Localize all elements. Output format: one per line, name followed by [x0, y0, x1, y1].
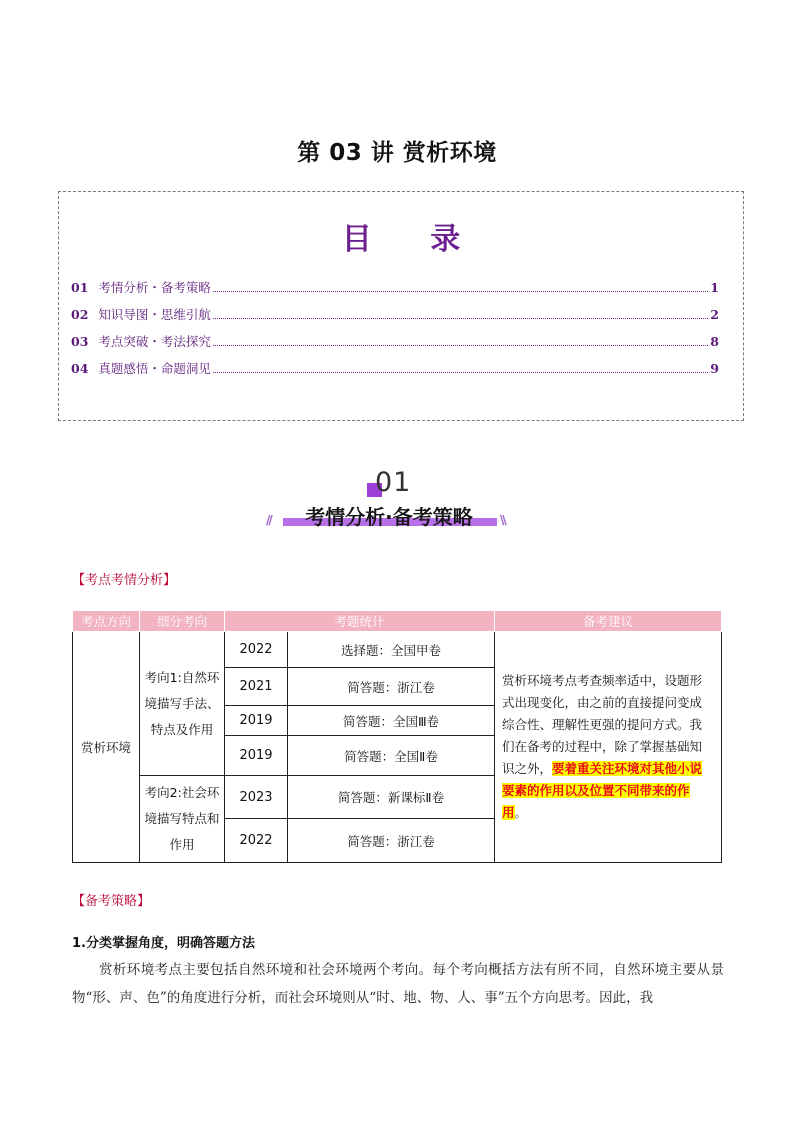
year-cell: 2019 [225, 706, 288, 736]
table-header-row [73, 611, 722, 632]
toc-leader-dots [213, 291, 708, 292]
toc-leader-dots [213, 372, 708, 373]
analysis-table-wrapper [72, 610, 721, 863]
toc-item-page: 2 [710, 307, 719, 322]
section-badge [0, 465, 794, 535]
advice-highlight: 要着重关注环境对其他小说要素的作用以及位置不同带来的作用 [502, 761, 703, 820]
toc-item-label: 知识导图・思维引航 [98, 307, 211, 322]
table-of-contents [58, 191, 744, 421]
toc-item-page: 8 [710, 334, 719, 349]
badge-slash-left: // [266, 513, 271, 527]
stat-cell: 简答题：全国Ⅲ卷 [288, 706, 495, 736]
col-header-topic: 考点方向 [73, 611, 140, 632]
col-header-stats: 考题统计 [225, 611, 495, 632]
toc-item[interactable] [71, 305, 719, 332]
toc-item-page: 1 [710, 280, 719, 295]
toc-item-number: 01 [71, 280, 89, 295]
toc-item-label: 考情分析・备考策略 [98, 280, 211, 295]
section-title: 考情分析·备考策略 [305, 505, 473, 529]
table-row [73, 632, 722, 668]
badge-slash-right: \\ [500, 513, 505, 527]
topic-cell: 赏析环境 [73, 632, 140, 863]
section-number: 01 [375, 467, 412, 498]
toc-item-number: 04 [71, 361, 89, 376]
toc-heading: 目 录 [341, 222, 485, 257]
strategy-heading: 【备考策略】 [72, 894, 151, 909]
year-cell: 2021 [225, 668, 288, 706]
year-cell: 2023 [225, 776, 288, 819]
page-title: 第 03 讲 赏析环境 [297, 140, 497, 166]
toc-item-label: 真题感悟・命题洞见 [98, 361, 211, 376]
toc-leader-dots [213, 345, 708, 346]
stat-cell: 简答题：新课标Ⅱ卷 [288, 776, 495, 819]
stat-cell: 简答题：浙江卷 [288, 819, 495, 863]
advice-cell [495, 632, 722, 863]
direction-cell: 考向1:自然环境描写手法、特点及作用 [140, 632, 225, 776]
toc-item-page: 9 [710, 361, 719, 376]
strategy-subtitle: 1.分类掌握角度，明确答题方法 [72, 936, 255, 951]
analysis-table [72, 610, 722, 863]
year-cell: 2022 [225, 632, 288, 668]
toc-item[interactable] [71, 332, 719, 359]
direction-cell: 考向2:社会环境描写特点和作用 [140, 776, 225, 863]
stat-cell: 选择题：全国甲卷 [288, 632, 495, 668]
year-cell: 2019 [225, 736, 288, 776]
toc-item[interactable] [71, 359, 719, 386]
toc-item-label: 考点突破・考法探究 [98, 334, 211, 349]
year-cell: 2022 [225, 819, 288, 863]
stat-cell: 简答题：全国Ⅱ卷 [288, 736, 495, 776]
analysis-heading: 【考点考情分析】 [72, 573, 177, 588]
toc-item-number: 03 [71, 334, 89, 349]
col-header-direction: 细分考向 [140, 611, 225, 632]
strategy-paragraph: 赏析环境考点主要包括自然环境和社会环境两个考向。每个考向概括方法有所不同，自然环境主要从景物“形、声、色”的角度进行分析，而社会环境则从“时、地、物、人、事”五个方向思考。因此，我 [72, 962, 724, 1006]
toc-leader-dots [213, 318, 708, 319]
stat-cell: 简答题：浙江卷 [288, 668, 495, 706]
toc-list [71, 278, 719, 386]
advice-text: 赏析环境考点考查频率适中，设题形式出现变化，由之前的直接提问变成综合性、理解性更强的提问方式。我们在备考的过程中，除了掌握基础知识之外， [502, 673, 703, 776]
advice-end: 。 [514, 805, 528, 820]
toc-item-number: 02 [71, 307, 89, 322]
col-header-advice: 备考建议 [495, 611, 722, 632]
toc-item[interactable] [71, 278, 719, 305]
